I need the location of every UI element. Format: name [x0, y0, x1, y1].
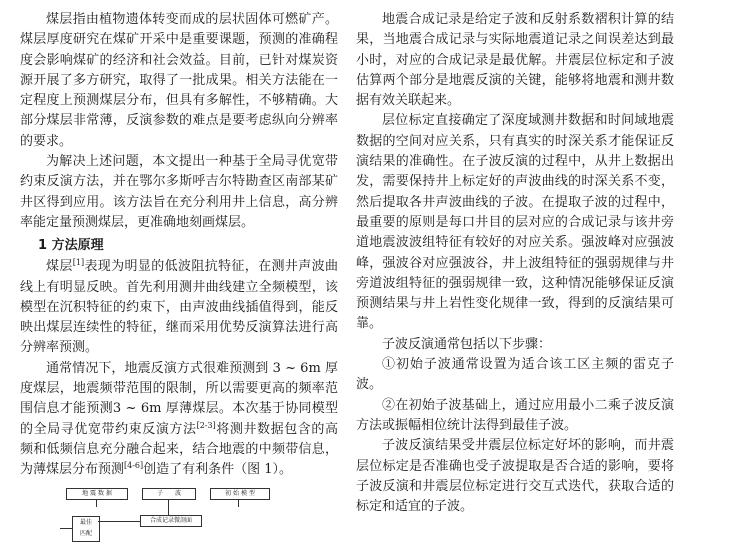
paragraph [20, 257, 338, 358]
flow-line [168, 499, 169, 515]
text-run: 表现为明显的低波阻抗特征，在测井声波曲线上有明显反映。首先利用测井曲线建立全频模型，该模型在沉积特征的约束下，由声波曲线插值得到，能反映出煤层连续性的特征，继而采用优势反演算法进行高分辨率预测。 [20, 259, 338, 356]
paragraph [20, 359, 338, 481]
text-run: 煤层 [46, 259, 73, 275]
citation: [4-6] [124, 461, 144, 471]
flow-line [238, 499, 239, 507]
paragraph: 子波反演结果受井震层位标定好坏的影响，而井震层位标定是否准确也受子波提取是否合适的影响，要将子波反演和井震层位标定进行交互式迭代，获取合适的标定和适宜的子波。 [356, 438, 674, 515]
paragraph: 子波反演通常包括以下步骤： [382, 336, 552, 352]
box-synthetic-record: 合成记录微剖面 [140, 515, 202, 527]
flowchart-figure [60, 482, 290, 547]
text-run: 将测井数据包含的高频和低频信息充分融合起来，结合地震的中频带信息，为薄煤层分布预测 [20, 421, 338, 478]
box-seismic-data: 地 震 数 据 [66, 488, 128, 500]
citation: [2-3] [196, 420, 216, 430]
citation: [1] [72, 258, 85, 268]
box-wavelet: 子 波 [142, 488, 196, 500]
flow-line [98, 521, 140, 522]
right-column [356, 10, 674, 517]
text-run: 通常情况下，地震反演方式很难预测到 3 ~ 6m 厚度煤层，地震频带范围的限制，所以需要更高的频率范围信息才能预测3 ~ 6m 厚薄煤层。本次基于协同模型的全局寻优宽带约束反演方法 [20, 360, 338, 437]
paragraph: ②在初始子波基础上，通过应用最小二乘子波反演方法或振幅相位统计法得到最佳子波。 [356, 397, 674, 433]
flow-line [96, 499, 97, 507]
box-label: 最佳 [79, 519, 92, 526]
box-label: 匹配 [79, 530, 92, 537]
box-initial-model: 初 始 模 型 [210, 488, 270, 500]
paragraph: 为解决上述问题，本文提出一种基于全局寻优宽带约束反演方法，并在鄂尔多斯呼吉尔特勘查区南部某矿井区得到应用。该方法旨在充分利用井上信息，高分辨率能定量预测煤层，更准确地刻画煤层。 [20, 154, 338, 230]
paragraph: 煤层指由植物遗体转变而成的层状固体可燃矿产。煤层厚度研究在煤矿开采中是重要课题，预测的准确程度会影响煤矿的经济和社会效益。目前，已针对煤炭资源开展了多方研究，取得了一批成果。相关方法能在一定程度上预测煤层分布，但具有多解性，不够精确。大部分煤层非常薄，反演参数的难点是要考虑纵向分辨率的要求。 [20, 12, 338, 149]
flow-line [60, 528, 72, 529]
left-column [20, 10, 338, 481]
paragraph: ①初始子波通常设置为适合该工区主频的雷克子波。 [356, 357, 674, 393]
section-heading: 1 方法原理 [38, 238, 104, 254]
paragraph: 地震合成记录是给定子波和反射系数褶积计算的结果，当地震合成记录与实际地震道记录之间误差达到最小时，对应的合成记录是最优解。井震层位标定和子波估算两个部分是地震反演的关键，能够将地震和测井数据有效关联起来。 [356, 12, 674, 109]
text-run: 创造了有利条件（图 1）。 [143, 462, 293, 478]
paragraph: 层位标定直接确定了深度域测井数据和时间域地震数据的空间对应关系，只有真实的时深关系才能保证反演结果的准确性。在子波反演的过程中，从井上数据出发，需要保持井上标定好的声波曲线的时深关系不变，然后提取各井声波曲线的子波。在提取子波的过程中，最重要的原则是每口井目的层对应的合成记录与该井旁道地震波波组特征有较好的对应关系。强波峰对应强波峰，强波谷对应强波谷，井上波组特征的强弱规律与井旁道波组特征的强弱规律一致，这种情况能够保证反演预测结果与井上岩性变化规律一致，得到的反演结果可靠。 [356, 113, 674, 332]
box-optimal-match [72, 516, 100, 542]
